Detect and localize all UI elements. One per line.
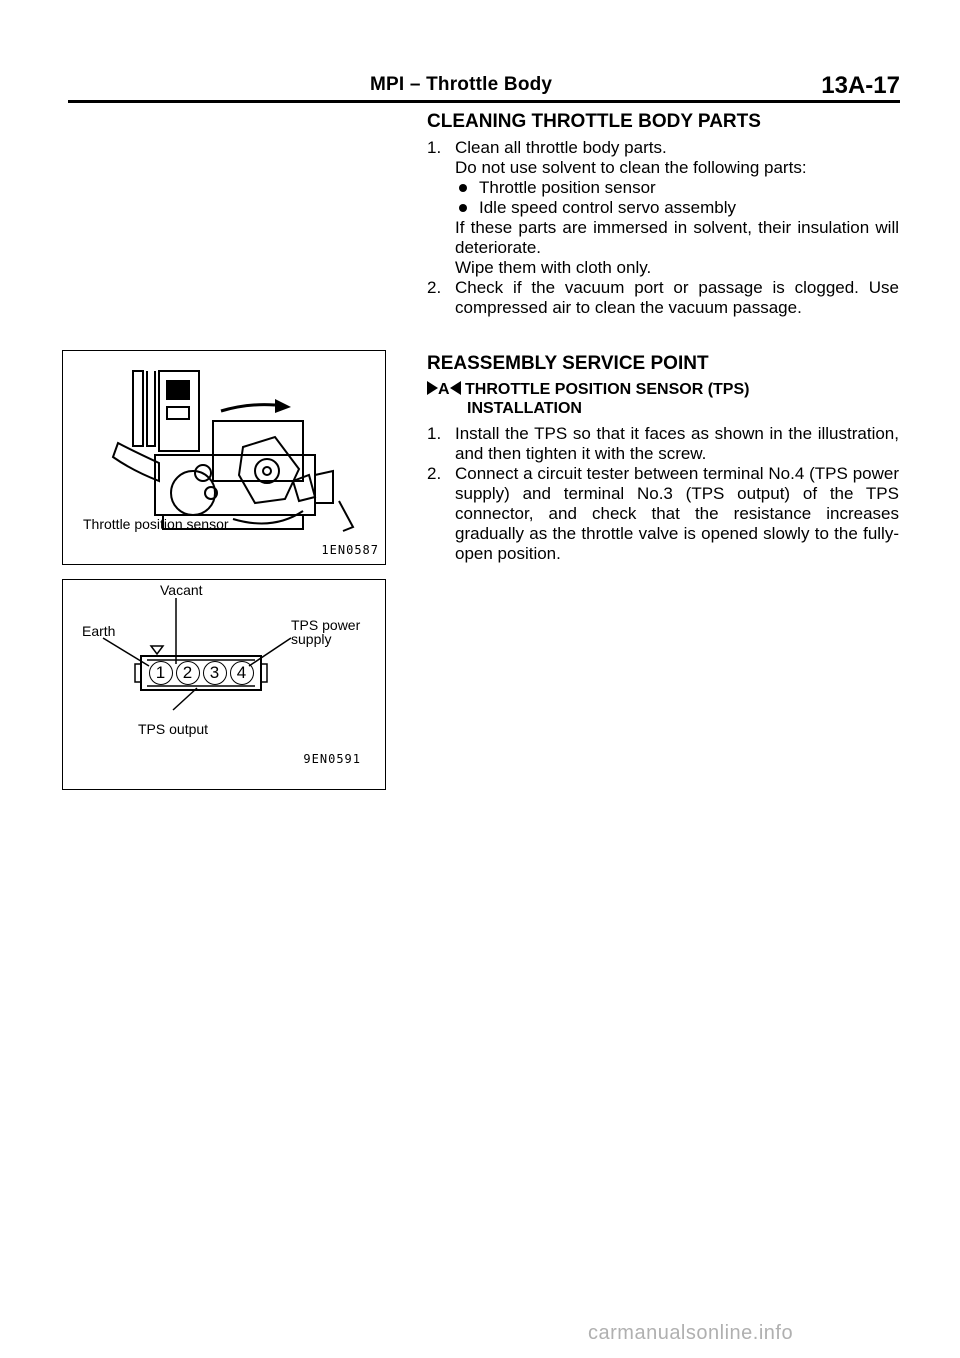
terminal-1: 1	[149, 661, 173, 685]
page-title: MPI – Throttle Body	[370, 74, 553, 95]
step-text: Check if the vacuum port or passage is clogged. Use compressed air to clean the vacuum passage.	[455, 278, 899, 317]
reassembly-step-2	[427, 464, 899, 564]
label-tps-power-supply	[291, 618, 360, 646]
step-number: 1.	[427, 424, 442, 443]
cleaning-step-1	[427, 138, 899, 278]
figure-tps-connector	[62, 579, 386, 790]
bullet-text: Throttle position sensor	[479, 178, 656, 197]
reassembly-step-1	[427, 424, 899, 464]
figure-throttle-position-sensor	[62, 350, 386, 565]
bullet-text: Idle speed control servo assembly	[479, 198, 737, 217]
page-number: 13A-17	[821, 72, 900, 99]
step-number: 2.	[427, 278, 442, 297]
triangle-left-icon	[450, 381, 461, 395]
figure-label-sensor: Throttle position sensor	[83, 516, 229, 532]
label-vacant: Vacant	[160, 582, 203, 598]
bullet-item	[455, 198, 899, 218]
terminal-4: 4	[230, 661, 254, 685]
figure-code: 1EN0587	[321, 543, 379, 557]
header-rule	[68, 100, 900, 103]
reassembly-heading: REASSEMBLY SERVICE POINT	[427, 353, 709, 374]
figure-code: 9EN0591	[303, 752, 361, 766]
triangle-right-icon	[427, 381, 438, 395]
label-line: supply	[291, 631, 332, 647]
subheading-line-2: INSTALLATION	[467, 400, 582, 417]
label-line: TPS power	[291, 617, 361, 633]
step-text: Clean all throttle body parts.	[455, 138, 667, 157]
page-header	[68, 70, 900, 102]
label-earth: Earth	[82, 623, 116, 639]
step-text: Connect a circuit tester between terminal No.4 (TPS power supply) and terminal No.3 (TPS output) of the TPS connector, and check that the resistance increases gradually as the throttle valve is opened slowly to the fully-open position.	[455, 464, 899, 563]
terminal-row	[147, 660, 255, 686]
reassembly-subheading	[427, 380, 899, 418]
watermark: carmanualsonline.info	[588, 1322, 794, 1344]
bullet-item	[455, 178, 899, 198]
terminal-2: 2	[176, 661, 200, 685]
step-number: 1.	[427, 138, 442, 157]
service-marker: A	[438, 381, 450, 398]
throttle-body-illustration	[63, 351, 385, 564]
step-text: Wipe them with cloth only.	[455, 258, 652, 277]
terminal-3: 3	[203, 661, 227, 685]
cleaning-step-2	[427, 278, 899, 318]
cleaning-heading: CLEANING THROTTLE BODY PARTS	[427, 111, 761, 132]
label-tps-output: TPS output	[138, 721, 209, 737]
main-text-column	[427, 112, 899, 564]
step-number: 2.	[427, 464, 442, 483]
subheading-line-1: THROTTLE POSITION SENSOR (TPS)	[465, 381, 750, 398]
step-text: Install the TPS so that it faces as shown in the illustration, and then tighten it with the screw.	[455, 424, 899, 463]
step-text: Do not use solvent to clean the following parts:	[455, 158, 807, 177]
step-text: If these parts are immersed in solvent, their insulation will deteriorate.	[455, 218, 899, 257]
